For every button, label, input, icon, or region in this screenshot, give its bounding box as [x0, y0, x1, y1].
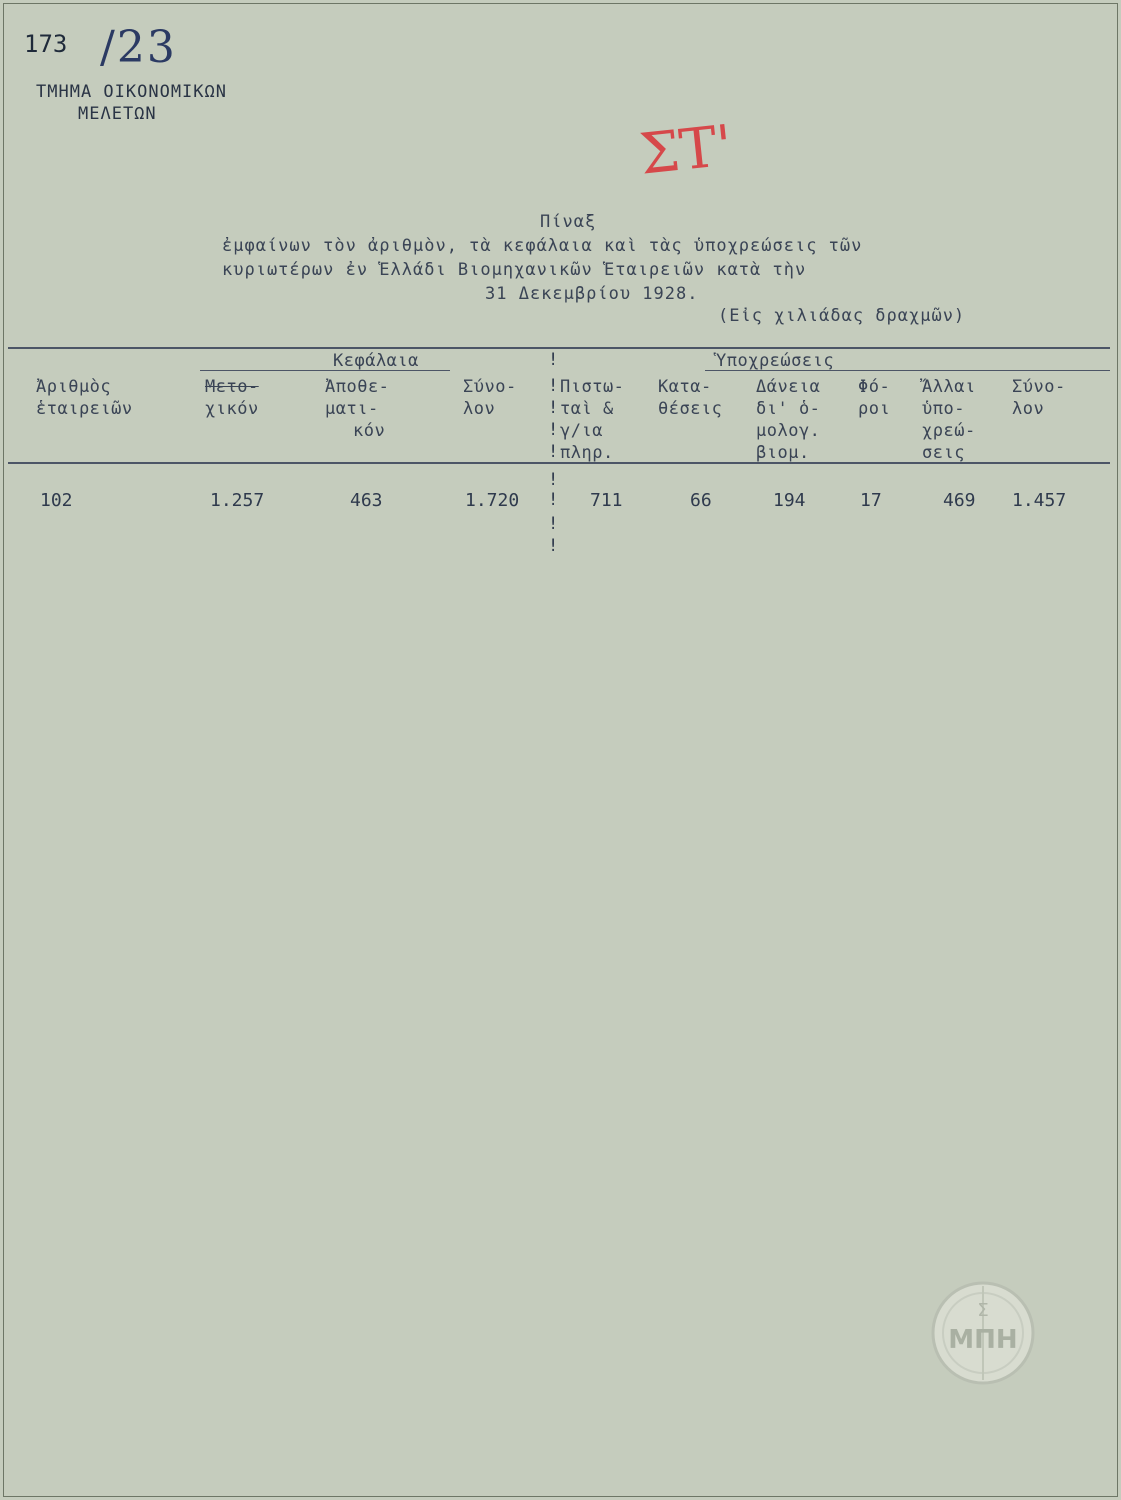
cell-reserves: 463 [350, 490, 383, 511]
table-top-rule [8, 347, 1110, 349]
column-header-companies: Ἀριθμὸς ἑταιρειῶν [36, 377, 133, 419]
separator-mark: ! [548, 514, 559, 534]
cell-companies: 102 [40, 490, 73, 511]
group-heading-capital: Κεφάλαια [333, 351, 419, 371]
column-header-bond-loans: Δάνεια δι' ὁ- μολογ. βιομ. [756, 377, 821, 463]
cell-creditors: 711 [590, 490, 623, 511]
column-header-share-capital: Μετο- χικόν [205, 377, 259, 419]
separator-mark: ! [548, 442, 559, 462]
column-header-reserves: Ἀποθε- ματι- κόν [325, 377, 390, 441]
cell-taxes: 17 [860, 490, 882, 511]
column-header-liabilities-total: Σύνο- λον [1012, 377, 1066, 419]
column-header-taxes: Φό- ροι [858, 377, 891, 419]
units-note: (Εἰς χιλιάδας δραχμῶν) [718, 306, 966, 326]
cell-share-capital: 1.257 [210, 490, 265, 511]
title-line-2: ἐμφαίνων τὸν ἀριθμὸν, τὰ κεφάλαια καὶ τὰς ὑποχρεώσεις τῶν [222, 236, 863, 256]
title-heading: Πίναξ [540, 212, 597, 232]
column-header-capital-total: Σύνο- λον [463, 377, 517, 419]
separator-mark: ! [548, 470, 559, 490]
column-header-creditors: Πιστω- ταὶ & γ/ια πληρ. [560, 377, 625, 463]
department-line-1: ΤΜΗΜΑ ΟΙΚΟΝΟΜΙΚΩΝ [36, 82, 227, 102]
separator-mark: ! [548, 420, 559, 440]
cell-capital-total: 1.720 [465, 490, 520, 511]
stamp-text: ΜΠΗ [948, 1325, 1018, 1355]
separator-mark: ! [548, 350, 559, 370]
group-heading-liabilities: Ὑποχρεώσεις [716, 351, 835, 371]
department-line-2: ΜΕΛΕΤΩΝ [78, 104, 157, 124]
cell-bond-loans: 194 [773, 490, 806, 511]
cell-deposits: 66 [690, 490, 712, 511]
handwritten-number: /23 [100, 22, 177, 73]
separator-mark: ! [548, 376, 559, 396]
cell-liabilities-total: 1.457 [1012, 490, 1067, 511]
red-handwritten-mark: ΣΤ' [636, 113, 736, 188]
stamp-top-letter: Σ [977, 1300, 989, 1321]
separator-mark: ! [548, 490, 559, 510]
separator-mark: ! [548, 398, 559, 418]
column-header-other-liabilities: Ἄλλαι ὑπο- χρεώ- σεις [922, 377, 976, 463]
archive-stamp-icon [928, 1278, 1038, 1388]
separator-mark: ! [548, 536, 559, 556]
cell-other-liabilities: 469 [943, 490, 976, 511]
title-date: 31 Δεκεμβρίου 1928. [485, 284, 699, 304]
column-header-deposits: Κατα- θέσεις [658, 377, 723, 419]
document-number: 173 [24, 30, 68, 58]
title-line-3: κυριωτέρων ἐν Ἑλλάδι Βιομηχανικῶν Ἑταιρειῶν κατὰ τὴν [222, 260, 807, 280]
